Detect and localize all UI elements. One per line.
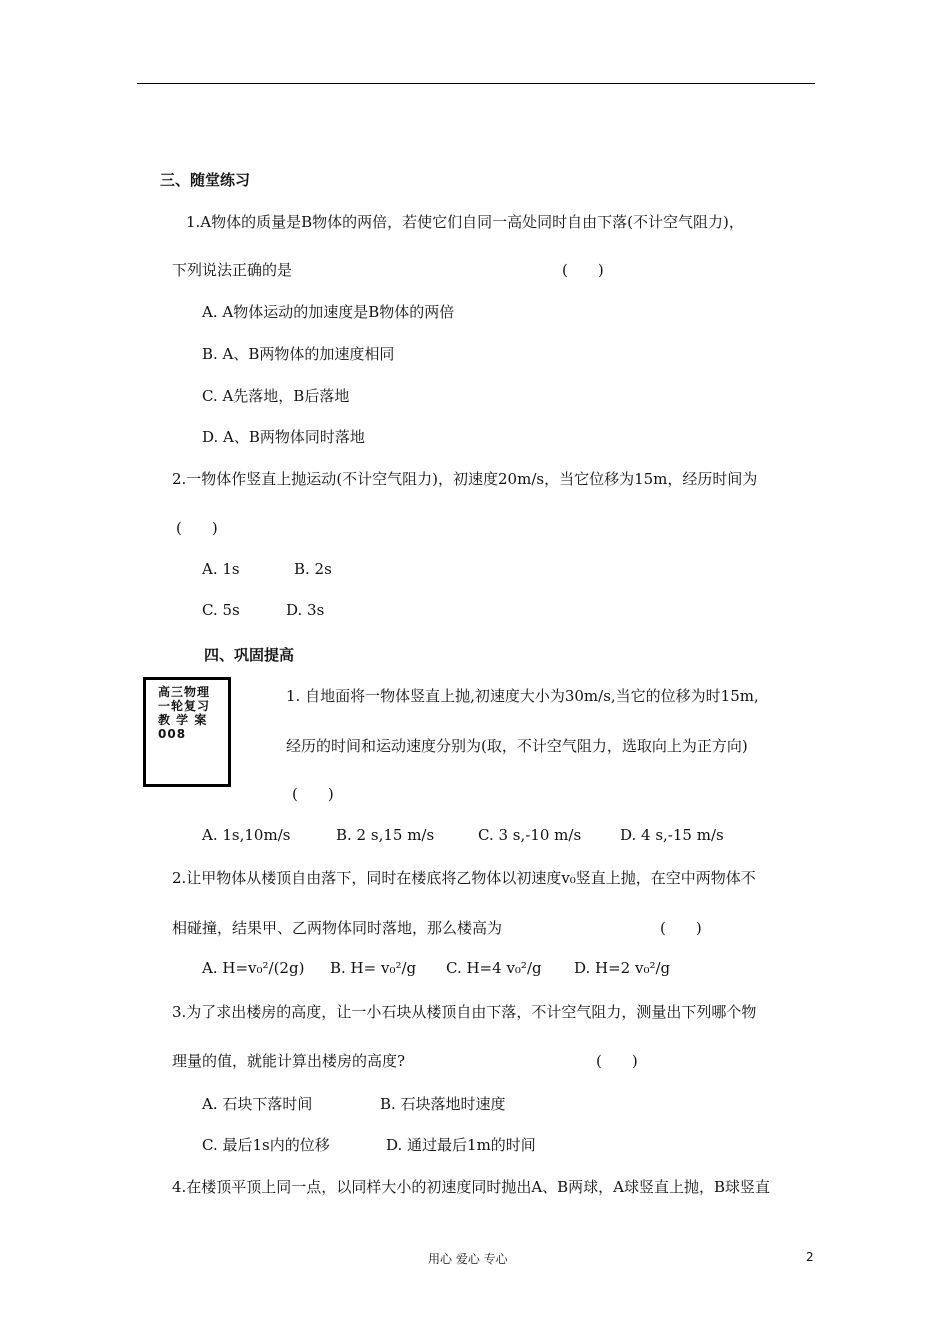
footer-motto: 用心 爱心 专心 [428, 1252, 508, 1266]
s4-q4-line1: 4.在楼顶平顶上同一点，以同样大小的初速度同时抛出A、B两球，A球竖直上抛，B球竖直 [172, 1178, 771, 1196]
s3-q1-answer-paren: ( ) [562, 261, 604, 279]
s4-q3-option-d: D. 通过最后1m的时间 [386, 1136, 536, 1154]
s3-q2-option-b: B. 2s [294, 560, 332, 578]
s4-q3-option-c: C. 最后1s内的位移 [202, 1136, 330, 1154]
course-label-line4: 008 [158, 727, 187, 741]
s4-q1-option-a: A. 1s,10m/s [202, 826, 291, 844]
course-label-line3: 教 学 案 [158, 713, 208, 727]
s4-q3-line1: 3.为了求出楼房的高度，让一小石块从楼顶自由下落，不计空气阻力，测量出下列哪个物 [172, 1003, 757, 1021]
s4-q3-line2: 理量的值，就能计算出楼房的高度? [172, 1052, 406, 1070]
s3-q1-option-c: C. A先落地，B后落地 [202, 387, 350, 405]
s3-q1-line2: 下列说法正确的是 [172, 261, 293, 279]
s4-q2-option-c: C. H=4 v₀²/g [446, 959, 542, 977]
s4-q1-answer-paren: ( ) [292, 785, 334, 803]
course-label-line2: 一轮复习 [158, 699, 211, 713]
section-title-consolidation: 四、巩固提高 [204, 646, 295, 664]
s4-q1-line2: 经历的时间和运动速度分别为(取，不计空气阻力，选取向上为正方向) [286, 737, 748, 755]
s4-q2-option-b: B. H= v₀²/g [330, 959, 417, 977]
s4-q2-option-d: D. H=2 v₀²/g [574, 959, 671, 977]
s4-q2-line2: 相碰撞，结果甲、乙两物体同时落地，那么楼高为 [172, 919, 503, 937]
s3-q2-line1: 2.一物体作竖直上抛运动(不计空气阻力)，初速度20m/s，当它位移为15m，经历时间为 [172, 470, 758, 488]
s3-q2-option-d: D. 3s [286, 601, 325, 619]
s4-q3-option-a: A. 石块下落时间 [202, 1095, 313, 1113]
s4-q1-option-c: C. 3 s,-10 m/s [478, 826, 582, 844]
course-label-box [143, 677, 231, 787]
header-rule [137, 83, 815, 84]
s4-q1-option-b: B. 2 s,15 m/s [336, 826, 435, 844]
course-label-line1: 高三物理 [158, 685, 211, 699]
s4-q3-answer-paren: ( ) [596, 1052, 638, 1070]
s3-q1-option-b: B. A、B两物体的加速度相同 [202, 345, 395, 363]
s4-q1-option-d: D. 4 s,-15 m/s [620, 826, 724, 844]
s4-q3-option-b: B. 石块落地时速度 [380, 1095, 506, 1113]
s3-q1-option-d: D. A、B两物体同时落地 [202, 428, 365, 446]
section-title-practice: 三、随堂练习 [160, 171, 251, 189]
s3-q2-option-a: A. 1s [202, 560, 240, 578]
s4-q2-option-a: A. H=v₀²/(2g) [202, 959, 305, 977]
s4-q2-line1: 2.让甲物体从楼顶自由落下，同时在楼底将乙物体以初速度v₀竖直上抛，在空中两物体不 [172, 869, 756, 887]
s3-q1-line1: 1.A物体的质量是B物体的两倍，若使它们自同一高处同时自由下落(不计空气阻力)， [186, 213, 744, 231]
s3-q2-option-c: C. 5s [202, 601, 240, 619]
s3-q2-answer-paren: ( ) [176, 519, 218, 537]
s4-q1-line1: 1. 自地面将一物体竖直上抛,初速度大小为30m/s,当它的位移为时15m, [286, 687, 759, 705]
page-number: 2 [806, 1250, 814, 1264]
s4-q2-answer-paren: ( ) [660, 919, 702, 937]
s3-q1-option-a: A. A物体运动的加速度是B物体的两倍 [202, 303, 455, 321]
